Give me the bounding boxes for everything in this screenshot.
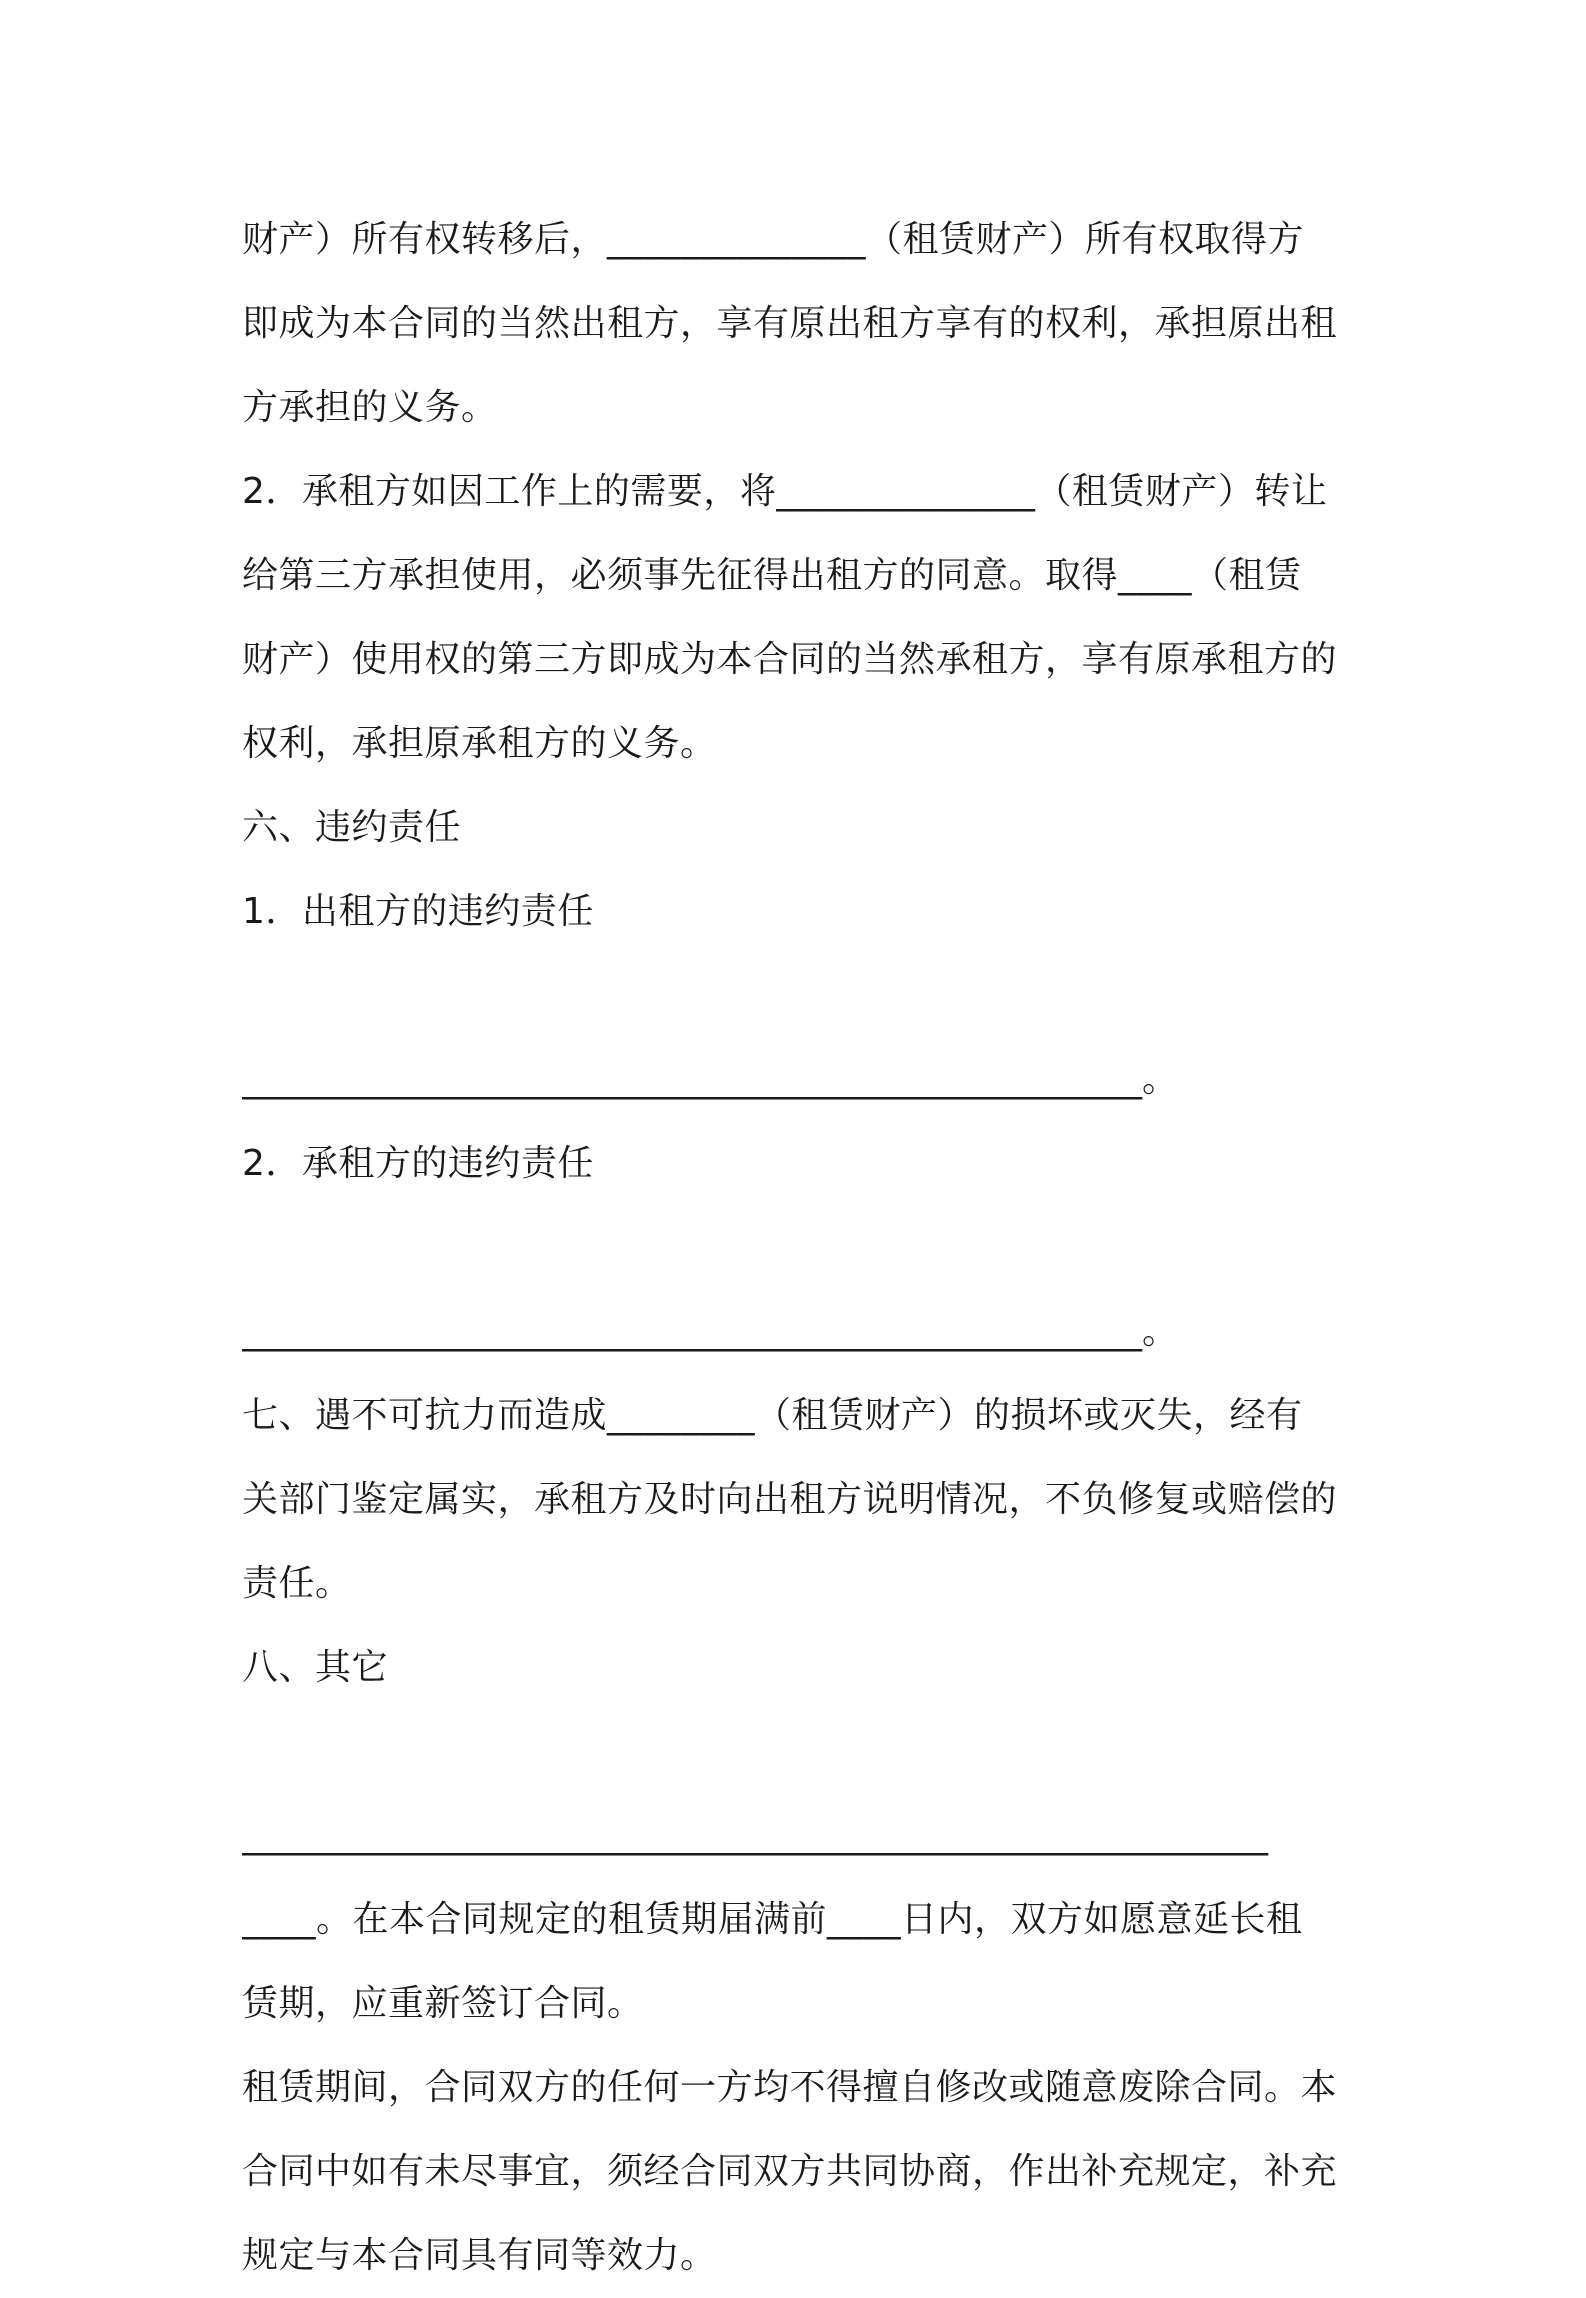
document-body (242, 198, 1362, 2298)
text-line: 财产）使用权的第三方即成为本合同的当然承租方，享有原承租方的 (242, 639, 1338, 680)
fill-in-blank-lessor: __________________________________________________。 (242, 1059, 1178, 1100)
spacer (242, 954, 1362, 1038)
spacer (242, 1206, 1362, 1290)
text-line: 合同中如有未尽事宜，须经合同双方共同协商，作出补充规定，补充 (242, 2151, 1338, 2192)
text-line: 赁期，应重新签订合同。 (242, 1983, 644, 2024)
subsection-lessee-liability: 2．承租方的违约责任 (242, 1143, 594, 1184)
text-line: 方承担的义务。 (242, 387, 498, 428)
text-line: 七、遇不可抗力而造成________（租赁财产）的损坏或灭失，经有 (242, 1395, 1303, 1436)
text-line: 权利，承担原承租方的义务。 (242, 723, 717, 764)
text-line: 关部门鉴定属实，承租方及时向出租方说明情况，不负修复或赔偿的 (242, 1479, 1338, 1520)
paragraph-modification (242, 2046, 1362, 2298)
paragraph-force-majeure (242, 1374, 1362, 1626)
fill-in-blank-lessee: __________________________________________________。 (242, 1311, 1178, 1352)
spacer (242, 1710, 1362, 1794)
section-heading-other: 八、其它 (242, 1647, 389, 1688)
text-line: 财产）所有权转移后，______________（租赁财产）所有权取得方 (242, 219, 1305, 260)
text-line: 2．承租方如因工作上的需要，将______________（租赁财产）转让 (242, 471, 1328, 512)
subsection-lessor-liability: 1．出租方的违约责任 (242, 891, 594, 932)
section-heading-breach-liability: 六、违约责任 (242, 807, 462, 848)
paragraph-clause-2-transfer (242, 450, 1362, 786)
text-line: ____。在本合同规定的租赁期届满前____日内，双方如愿意延长租 (242, 1899, 1303, 1940)
fill-in-blank-other: _________________________________________________________ (242, 1815, 1268, 1856)
text-line: 给第三方承担使用，必须事先征得出租方的同意。取得____（租赁 (242, 555, 1302, 596)
text-line: 即成为本合同的当然出租方，享有原出租方享有的权利，承担原出租 (242, 303, 1338, 344)
paragraph-ownership-transfer (242, 198, 1362, 450)
paragraph-renewal (242, 1878, 1362, 2046)
text-line: 租赁期间，合同双方的任何一方均不得擅自修改或随意废除合同。本 (242, 2067, 1338, 2108)
text-line: 责任。 (242, 1563, 352, 1604)
text-line: 规定与本合同具有同等效力。 (242, 2235, 717, 2276)
